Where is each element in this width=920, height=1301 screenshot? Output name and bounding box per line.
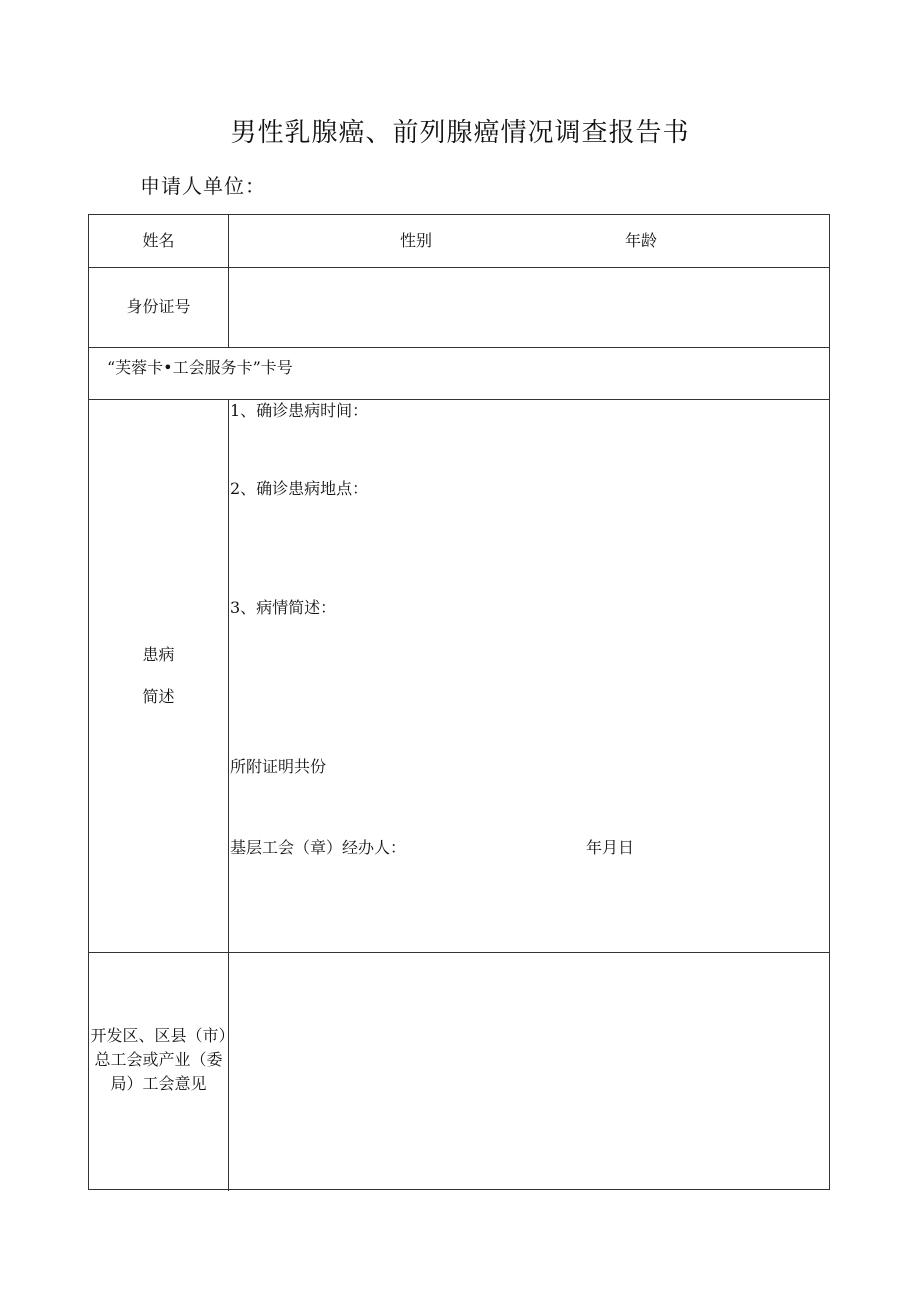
age-label: 年龄 bbox=[625, 231, 658, 250]
column-divider bbox=[228, 399, 229, 1191]
name-label: 姓名 bbox=[142, 231, 175, 250]
row-divider bbox=[89, 952, 829, 953]
condition-summary-label: 3、病情简述： bbox=[230, 598, 337, 617]
applicant-unit-label: 申请人单位： bbox=[140, 174, 266, 198]
signature-date-label: 年月日 bbox=[586, 838, 635, 857]
diagnosis-time-label: 1、确诊患病时间： bbox=[230, 401, 369, 420]
report-form bbox=[88, 214, 830, 1190]
document-title: 男性乳腺癌、前列腺癌情况调查报告书 bbox=[230, 118, 690, 148]
gender-label: 性别 bbox=[400, 231, 433, 250]
illness-label-line2: 简述 bbox=[142, 687, 175, 706]
id-number-label: 身份证号 bbox=[126, 297, 191, 316]
service-card-number-label: “芙蓉卡•工会服务卡”卡号 bbox=[107, 358, 293, 377]
row-divider bbox=[89, 267, 829, 268]
row-divider bbox=[89, 347, 829, 348]
row-divider bbox=[89, 399, 829, 400]
attached-proof-label: 所附证明共份 bbox=[230, 757, 327, 776]
union-opinion-label: 开发区、区县（市）总工会或产业（委局）工会意见 bbox=[90, 1026, 227, 1093]
column-divider bbox=[228, 215, 229, 347]
diagnosis-place-label: 2、确诊患病地点： bbox=[230, 479, 369, 498]
union-handler-label: 基层工会（章）经办人： bbox=[230, 838, 407, 857]
illness-label-line1: 患病 bbox=[142, 645, 175, 664]
